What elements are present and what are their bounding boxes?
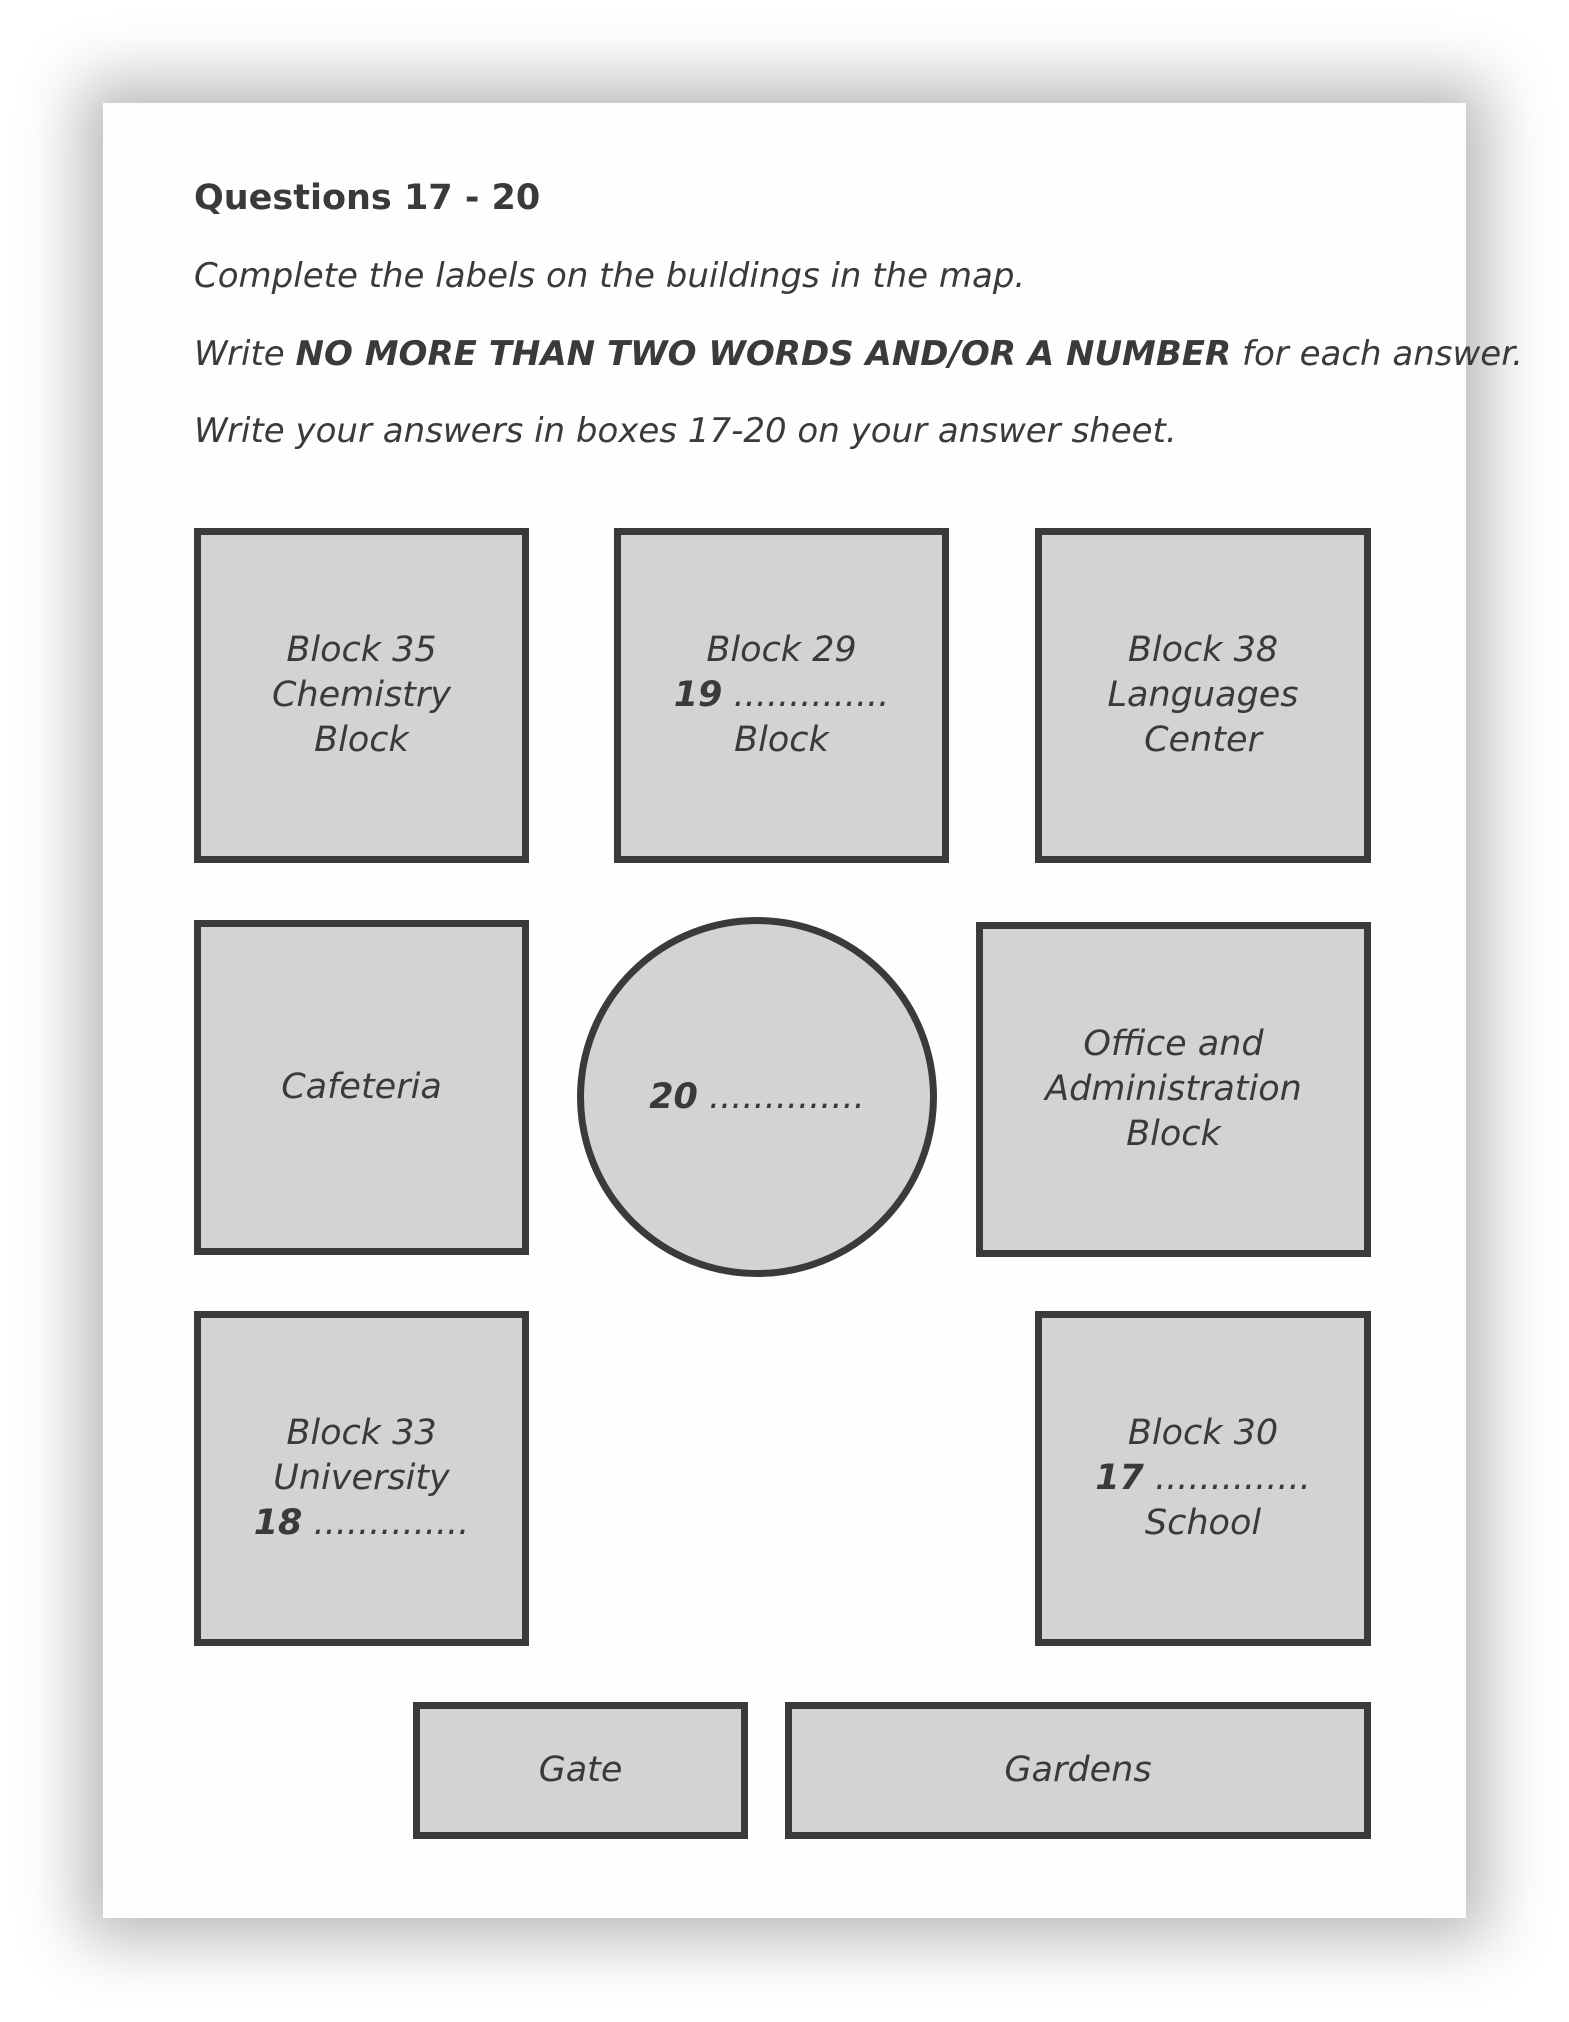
block-33-name: University bbox=[273, 1458, 450, 1498]
block-29-number: Block 29 bbox=[706, 630, 857, 670]
instruction-complete-labels: Complete the labels on the buildings in the map. bbox=[194, 256, 1026, 296]
question-18-number: 18 bbox=[253, 1503, 303, 1543]
instruction-word-limit bbox=[194, 334, 1523, 374]
building-block-30 bbox=[1035, 1311, 1371, 1646]
block-30-number: Block 30 bbox=[1127, 1413, 1279, 1453]
building-block-38 bbox=[1035, 528, 1371, 863]
question-17-blank: .............. bbox=[1155, 1458, 1311, 1498]
building-gate bbox=[413, 1702, 748, 1839]
cafeteria-label: Cafeteria bbox=[281, 1067, 442, 1107]
questions-heading: Questions 17 - 20 bbox=[194, 178, 541, 218]
building-circle bbox=[577, 917, 937, 1277]
circle-blank-line bbox=[649, 1075, 865, 1120]
building-block-33 bbox=[194, 1311, 529, 1646]
office-line-1: Office and bbox=[1083, 1024, 1264, 1064]
building-block-29 bbox=[614, 528, 949, 863]
question-19-number: 19 bbox=[673, 675, 723, 715]
block-30-blank-line bbox=[1095, 1456, 1311, 1501]
office-line-2: Administration bbox=[1045, 1069, 1302, 1109]
block-33-number: Block 33 bbox=[286, 1413, 437, 1453]
word-limit-emphasis: NO MORE THAN TWO WORDS AND/OR A NUMBER bbox=[295, 334, 1232, 374]
block-38-type: Center bbox=[1144, 720, 1262, 760]
building-cafeteria bbox=[194, 920, 529, 1255]
question-20-number: 20 bbox=[649, 1076, 698, 1117]
block-29-blank-line bbox=[674, 673, 890, 718]
word-limit-prefix: Write bbox=[194, 334, 285, 374]
question-20-blank: .............. bbox=[709, 1076, 865, 1117]
building-gardens bbox=[785, 1702, 1371, 1839]
gardens-label: Gardens bbox=[1004, 1750, 1152, 1790]
instruction-answer-sheet: Write your answers in boxes 17-20 on your answer sheet. bbox=[194, 411, 1177, 451]
office-line-3: Block bbox=[1126, 1114, 1221, 1154]
gate-label: Gate bbox=[538, 1750, 623, 1790]
block-35-number: Block 35 bbox=[286, 630, 437, 670]
block-38-name: Languages bbox=[1107, 675, 1299, 715]
block-30-type: School bbox=[1144, 1503, 1262, 1543]
question-19-blank: .............. bbox=[733, 675, 890, 715]
question-17-number: 17 bbox=[1095, 1458, 1144, 1498]
block-35-name: Chemistry bbox=[271, 675, 452, 715]
block-29-type: Block bbox=[734, 720, 829, 760]
building-block-35 bbox=[194, 528, 529, 863]
question-18-blank: .............. bbox=[313, 1503, 470, 1543]
block-33-blank-line bbox=[254, 1501, 470, 1546]
building-office-administration bbox=[976, 922, 1371, 1257]
block-38-number: Block 38 bbox=[1127, 630, 1279, 670]
word-limit-suffix: for each answer. bbox=[1242, 334, 1523, 374]
block-35-type: Block bbox=[314, 720, 409, 760]
